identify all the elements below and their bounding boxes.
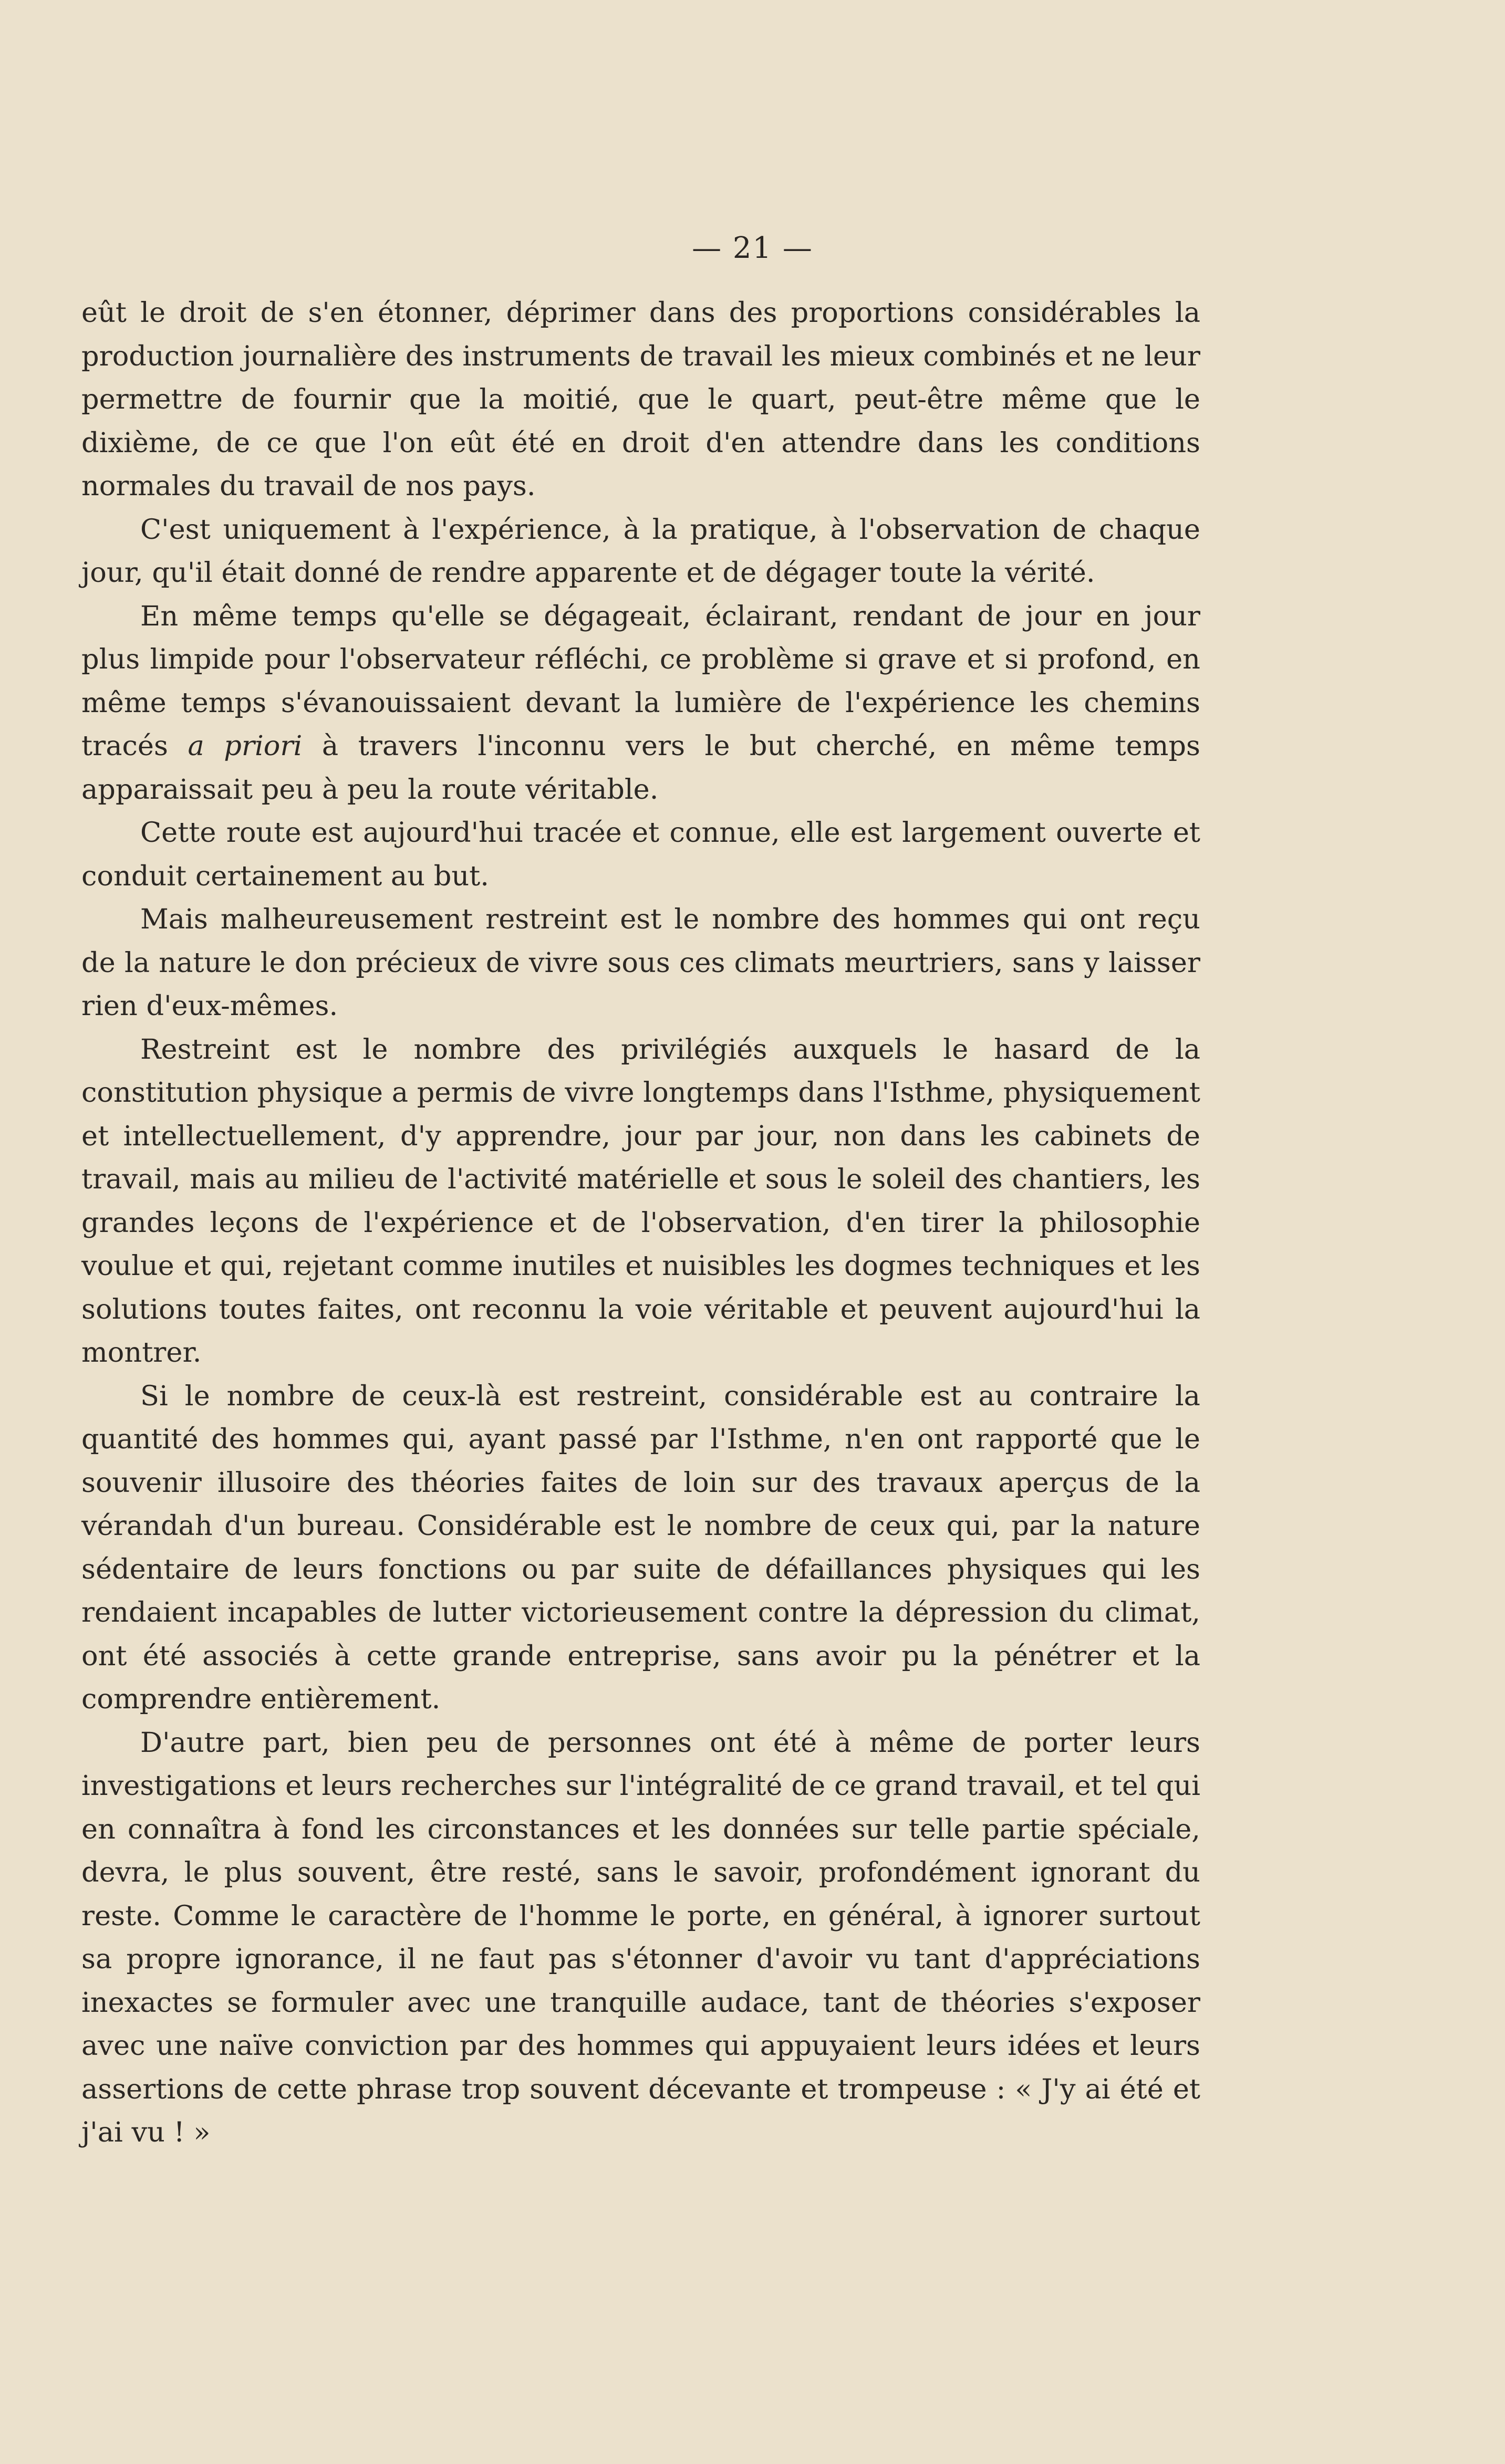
italic-a-priori: a priori: [188, 730, 303, 762]
paragraph-simultaneity-part-2: à travers l'inconnu vers le but cherché, en même temps apparaissait peu à peu la route véritable.: [81, 730, 1200, 806]
paragraph-considerable: Si le nombre de ceux-là est restreint, considérable est au contraire la quantité des hommes qui, ayant passé par l'Isthme, n'en ont rapporté que le souvenir illusoire des théories faites de loin sur des travaux aperçus de la vérandah d'un bureau. Considérable est le nombre de ceux qui, par la nature sédentaire de leurs fonctions ou par suite de défaillances physiques qui les rendaient incapables de lutter victorieusement contre la dépression du climat, ont été associés à cette grande entreprise, sans avoir pu la pénétrer et la comprendre entièrement.: [81, 1380, 1200, 1715]
paragraph-continuation: eût le droit de s'en étonner, déprimer dans des proportions considérables la production journalière des instruments de travail les mieux combinés et ne leur permettre de fournir que la moitié, que le quart, peut-être même que le dixième, de ce que l'on eût été en droit d'en attendre dans les conditions normales du travail de nos pays.: [81, 297, 1200, 502]
paragraph-privileged: Restreint est le nombre des privilégiés auxquels le hasard de la constitution physique a permis de vivre longtemps dans l'Isthme, physiquement et intellectuellement, d'y apprendre, jour par jour, non dans les cabinets de travail, mais au milieu de l'activité matérielle et sous le soleil des chantiers, les grandes leçons de l'expérience et de l'observation, d'en tirer la philosophie voulue et qui, rejetant comme inutiles et nuisibles les dogmes techniques et les solutions toutes faites, ont reconnu la voie véritable et peuvent aujourd'hui la montrer.: [81, 1033, 1200, 1369]
paragraph-simultaneity-part-1: En même temps qu'elle se dégageait, éclairant, rendant de jour en jour plus limpide pour l'observateur réfléchi, ce problème si grave et si profond, en même temps s'évanouissaient devant la lumière de l'expérience les chemins tracés: [81, 600, 1200, 762]
paragraph-restricted-men: Mais malheureusement restreint est le nombre des hommes qui ont reçu de la nature le don précieux de vivre sous ces climats meurtriers, sans y laisser rien d'eux-mêmes.: [81, 903, 1200, 1022]
paragraph-route: Cette route est aujourd'hui tracée et connue, elle est largement ouverte et conduit certainement au but.: [81, 817, 1200, 892]
body-text: [81, 291, 1200, 2155]
paragraph-experience: C'est uniquement à l'expérience, à la pratique, à l'observation de chaque jour, qu'il était donné de rendre apparente et de dégager toute la vérité.: [81, 513, 1200, 589]
paragraph-other-side: D'autre part, bien peu de personnes ont été à même de porter leurs investigations et leurs recherches sur l'intégralité de ce grand travail, et tel qui en connaîtra à fond les circonstances et les données sur telle partie spéciale, devra, le plus souvent, être resté, sans le savoir, profondément ignorant du reste. Comme le caractère de l'homme le porte, en général, à ignorer surtout sa propre ignorance, il ne faut pas s'étonner d'avoir vu tant d'appréciations inexactes se formuler avec une tranquille audace, tant de théories s'exposer avec une naïve conviction par des hommes qui appuyaient leurs idées et leurs assertions de cette phrase trop souvent décevante et trompeuse : « J'y ai été et j'ai vu ! »: [81, 1726, 1200, 2148]
page-number: — 21 —: [692, 231, 813, 265]
paragraph-simultaneity: [81, 595, 1200, 812]
